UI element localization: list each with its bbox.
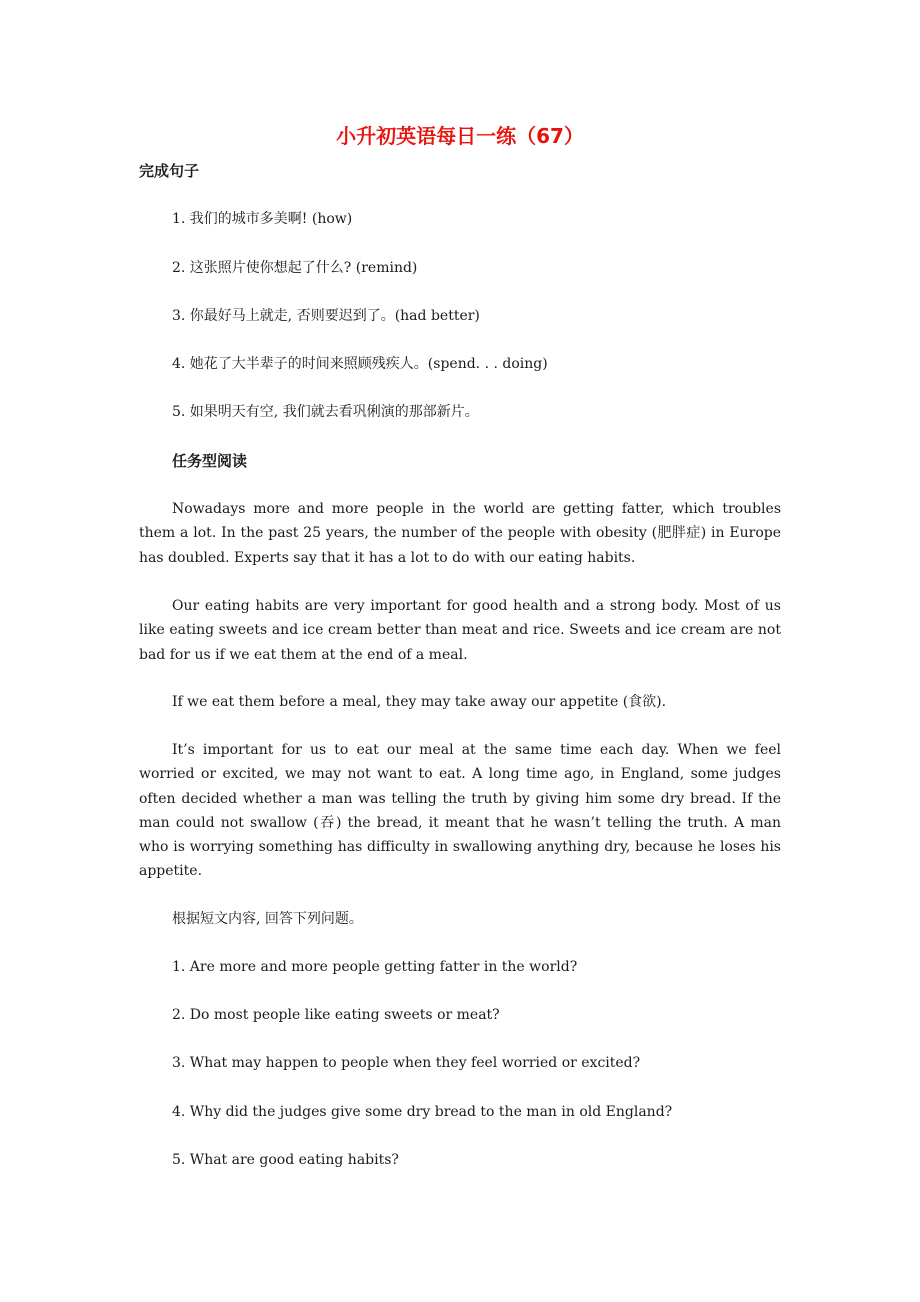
page-title: 小升初英语每日一练（67）: [336, 124, 584, 148]
section-heading-complete-sentences: 完成句子: [139, 162, 200, 180]
sentence-item: 5. 如果明天有空, 我们就去看巩俐演的那部新片。: [172, 404, 479, 420]
question-instruction: 根据短文内容, 回答下列问题。: [172, 911, 363, 927]
sentence-item: 1. 我们的城市多美啊! (how): [172, 211, 353, 227]
question-item: 2. Do most people like eating sweets or meat?: [172, 1007, 500, 1023]
question-item: 3. What may happen to people when they feel worried or excited?: [172, 1055, 641, 1071]
reading-paragraph: It’s important for us to eat our meal at the same time each day. When we feel worried or excited, we may not want to eat. A long time ago, in England, some judges often decided whether a man was telling the truth by giving him some dry bread. If the man could not swallow (吞) the bread, it meant that he wasn’t telling the truth. A man who is worrying something has difficulty in swallowing anything dry, because he loses his appetite.: [139, 742, 781, 880]
sentence-item: 3. 你最好马上就走, 否则要迟到了。(had better): [172, 308, 480, 324]
section-heading-task-reading: 任务型阅读: [172, 452, 248, 470]
reading-paragraph: If we eat them before a meal, they may take away our appetite (食欲).: [172, 694, 667, 710]
reading-paragraph: Our eating habits are very important for good health and a strong body. Most of us like eating sweets and ice cream better than meat and rice. Sweets and ice cream are not bad for us if we eat them at the end of a meal.: [139, 598, 781, 663]
question-item: 4. Why did the judges give some dry bread to the man in old England?: [172, 1104, 673, 1120]
question-item: 5. What are good eating habits?: [172, 1152, 399, 1168]
sentence-item: 4. 她花了大半辈子的时间来照顾残疾人。(spend. . . doing): [172, 356, 548, 372]
reading-paragraph: Nowadays more and more people in the world are getting fatter, which troubles them a lot. In the past 25 years, the number of the people with obesity (肥胖症) in Europe has doubled. Experts say that it has a lot to do with our eating habits.: [139, 501, 781, 566]
sentence-item: 2. 这张照片使你想起了什么? (remind): [172, 260, 418, 276]
question-item: 1. Are more and more people getting fatter in the world?: [172, 959, 578, 975]
